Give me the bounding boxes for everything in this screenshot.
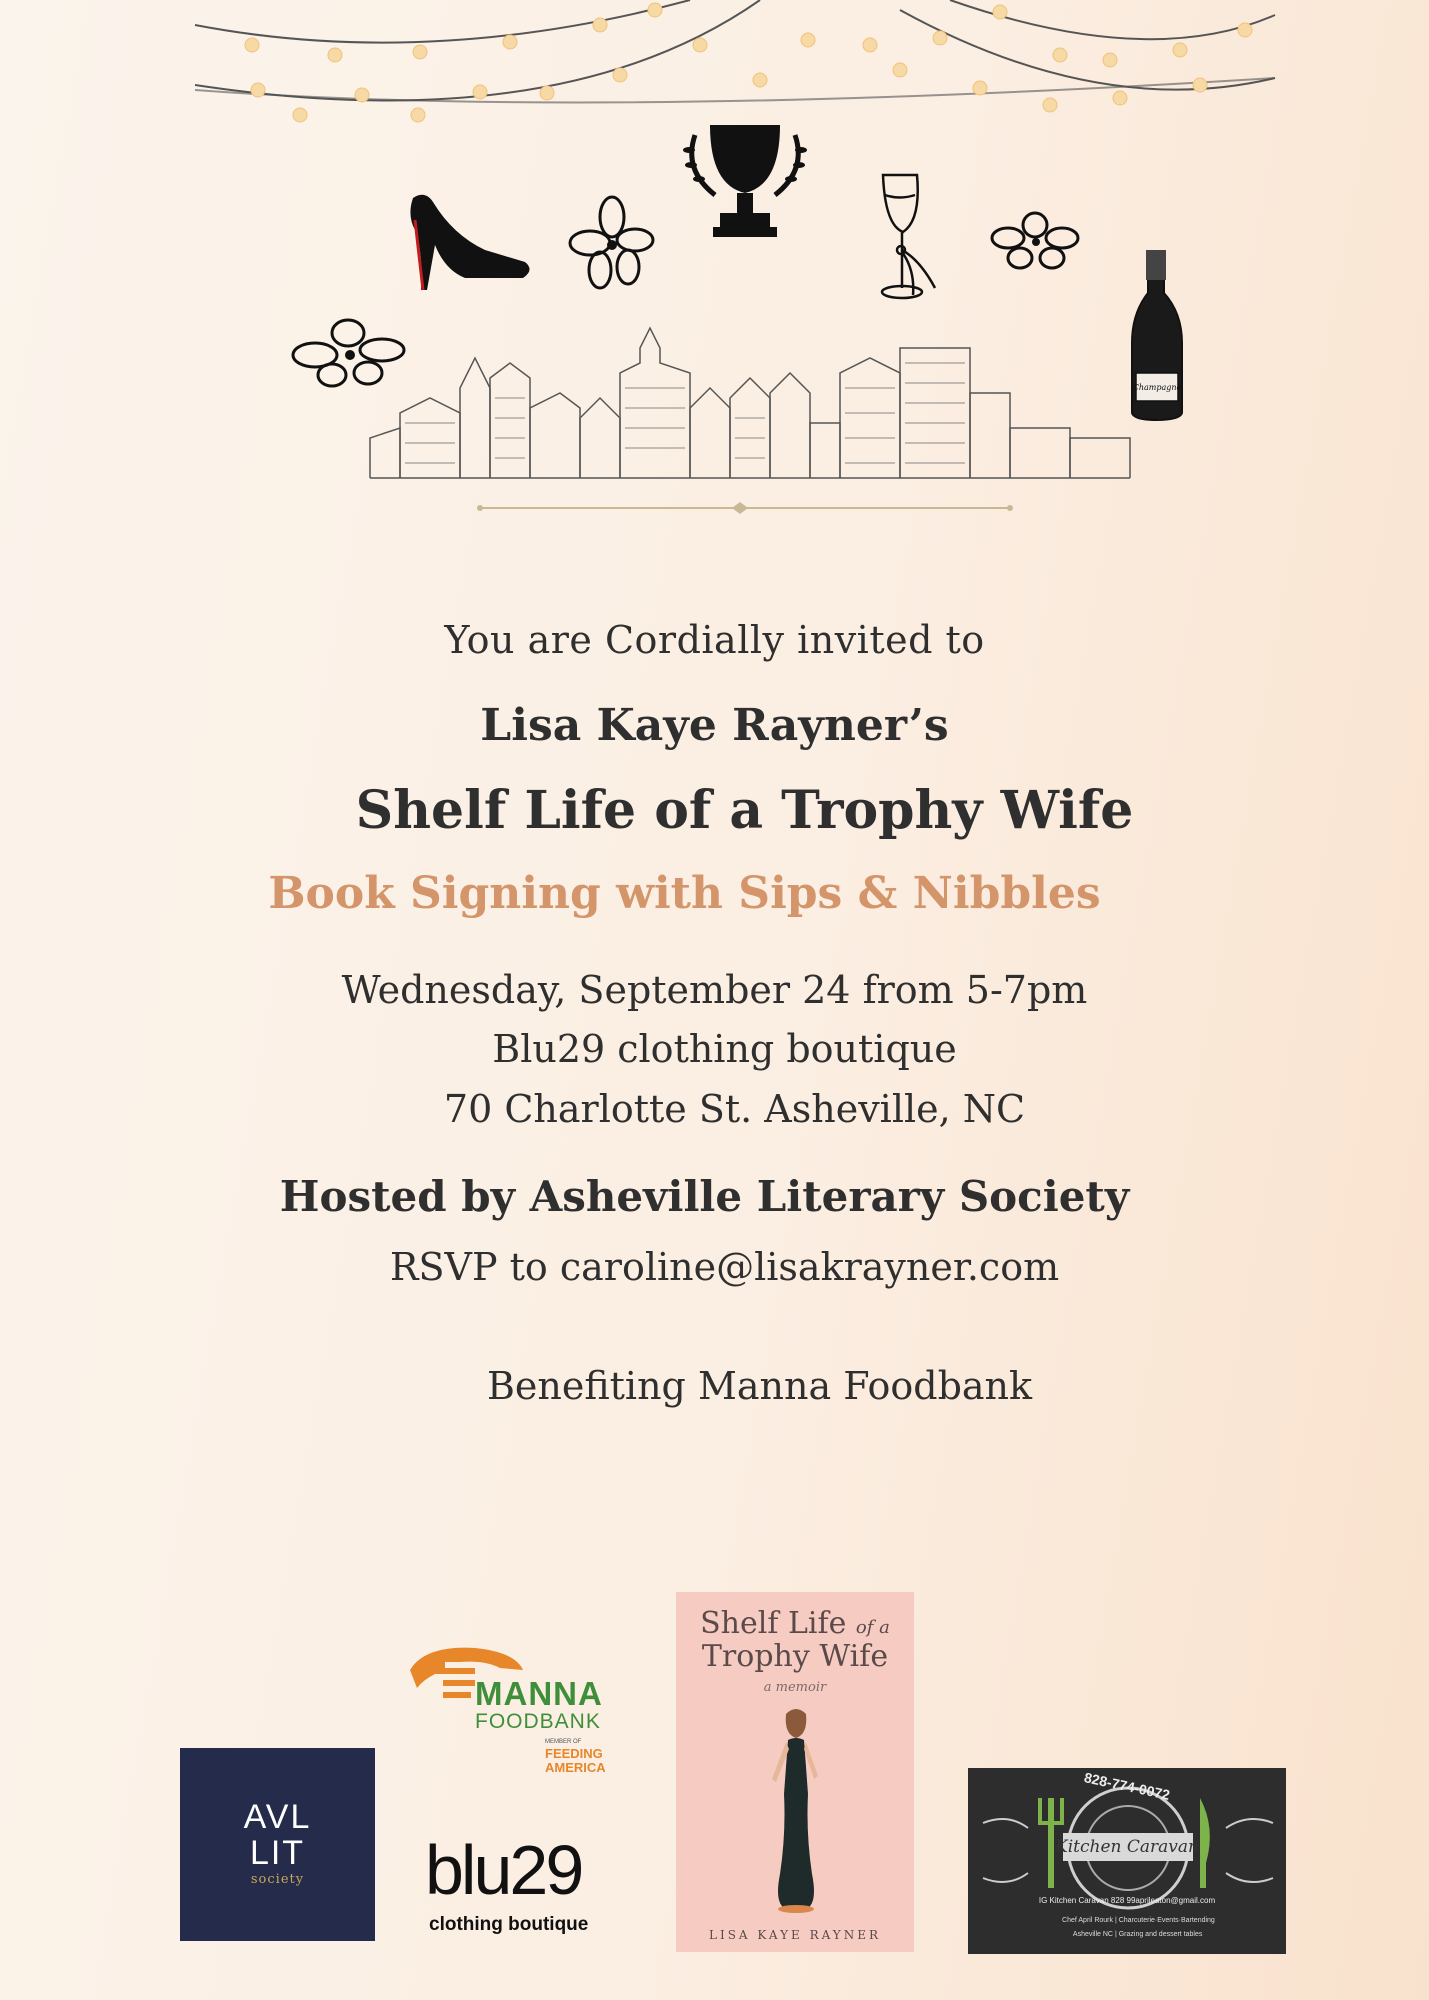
cover-woman-illustration xyxy=(756,1704,836,1914)
caravan-line1: IG Kitchen Caravan 828 99aprileaton@gmail.com xyxy=(1038,1896,1216,1905)
book-title: Shelf Life of a Trophy Wife xyxy=(355,780,1134,841)
event-host: Hosted by Asheville Literary Society xyxy=(279,1172,1130,1221)
flower-icon xyxy=(570,195,655,290)
blu29-tagline: clothing boutique xyxy=(429,1914,589,1935)
city-skyline xyxy=(370,318,1130,518)
manna-foodbank-logo xyxy=(405,1640,630,1780)
flower-icon xyxy=(990,210,1085,275)
cover-title-1 xyxy=(676,1606,914,1641)
caravan-name: Kitchen Caravan xyxy=(1055,1837,1199,1857)
caravan-location: Asheville NC xyxy=(1072,1931,1113,1938)
cover-title-of-a: of a xyxy=(855,1617,890,1638)
feeding-america: FEEDING xyxy=(545,1746,603,1761)
event-name: Book Signing with Sips & Nibbles xyxy=(268,868,1101,919)
blu29-name: blu29 xyxy=(425,1831,582,1909)
avl-lit-society-logo xyxy=(180,1748,375,1941)
cover-memoir: a memoir xyxy=(763,1680,827,1695)
caravan-phone: 828-774-0072 xyxy=(1082,1769,1172,1803)
manna-sub: FOODBANK xyxy=(475,1710,601,1733)
event-address: 70 Charlotte St. Asheville, NC xyxy=(443,1087,1026,1131)
benefit-line: Benefiting Manna Foodbank xyxy=(486,1364,1033,1408)
svg-text:Champagne: Champagne xyxy=(1132,383,1182,392)
caravan-services-2: Grazing and dessert tables xyxy=(1118,1931,1203,1938)
cover-title-shelf: Shelf Life xyxy=(700,1606,847,1641)
manna-member: MEMBER OF xyxy=(545,1739,582,1745)
caravan-details xyxy=(1043,1914,1263,1942)
author-name: Lisa Kaye Rayner’s xyxy=(480,700,949,751)
feeding-america-2: AMERICA xyxy=(545,1760,606,1775)
book-cover xyxy=(676,1592,914,1952)
lit-text: LIT xyxy=(249,1834,306,1872)
event-venue: Blu29 clothing boutique xyxy=(492,1027,957,1071)
invite-intro: You are Cordially invited to xyxy=(444,618,985,662)
caravan-services-1: Charcuterie·Events·Bartending xyxy=(1118,1917,1215,1924)
champagne-glass-icon xyxy=(875,170,960,305)
kitchen-caravan-logo xyxy=(968,1768,1286,1954)
caravan-chef-row: Chef April Rourk | Charcuterie·Events·Bartending xyxy=(1043,1914,1263,1928)
manna-name: MANNA xyxy=(475,1675,603,1712)
avl-society-text: society xyxy=(250,1872,305,1887)
event-date: Wednesday, September 24 from 5-7pm xyxy=(341,968,1088,1012)
caravan-location-row: Asheville NC | Grazing and dessert tables xyxy=(1043,1928,1263,1942)
champagne-bottle-icon xyxy=(1120,248,1195,423)
cover-author: LISA KAYE RAYNER xyxy=(709,1928,881,1942)
trophy-icon xyxy=(675,115,815,255)
caravan-chef: Chef April Rourk xyxy=(1062,1917,1113,1924)
stiletto-icon xyxy=(405,190,535,295)
blu29-logo xyxy=(425,1830,620,1940)
avl-text: AVL xyxy=(243,1798,312,1836)
rsvp-email[interactable]: RSVP to caroline@lisakrayner.com xyxy=(389,1245,1060,1289)
cover-title-2: Trophy Wife xyxy=(701,1639,889,1674)
